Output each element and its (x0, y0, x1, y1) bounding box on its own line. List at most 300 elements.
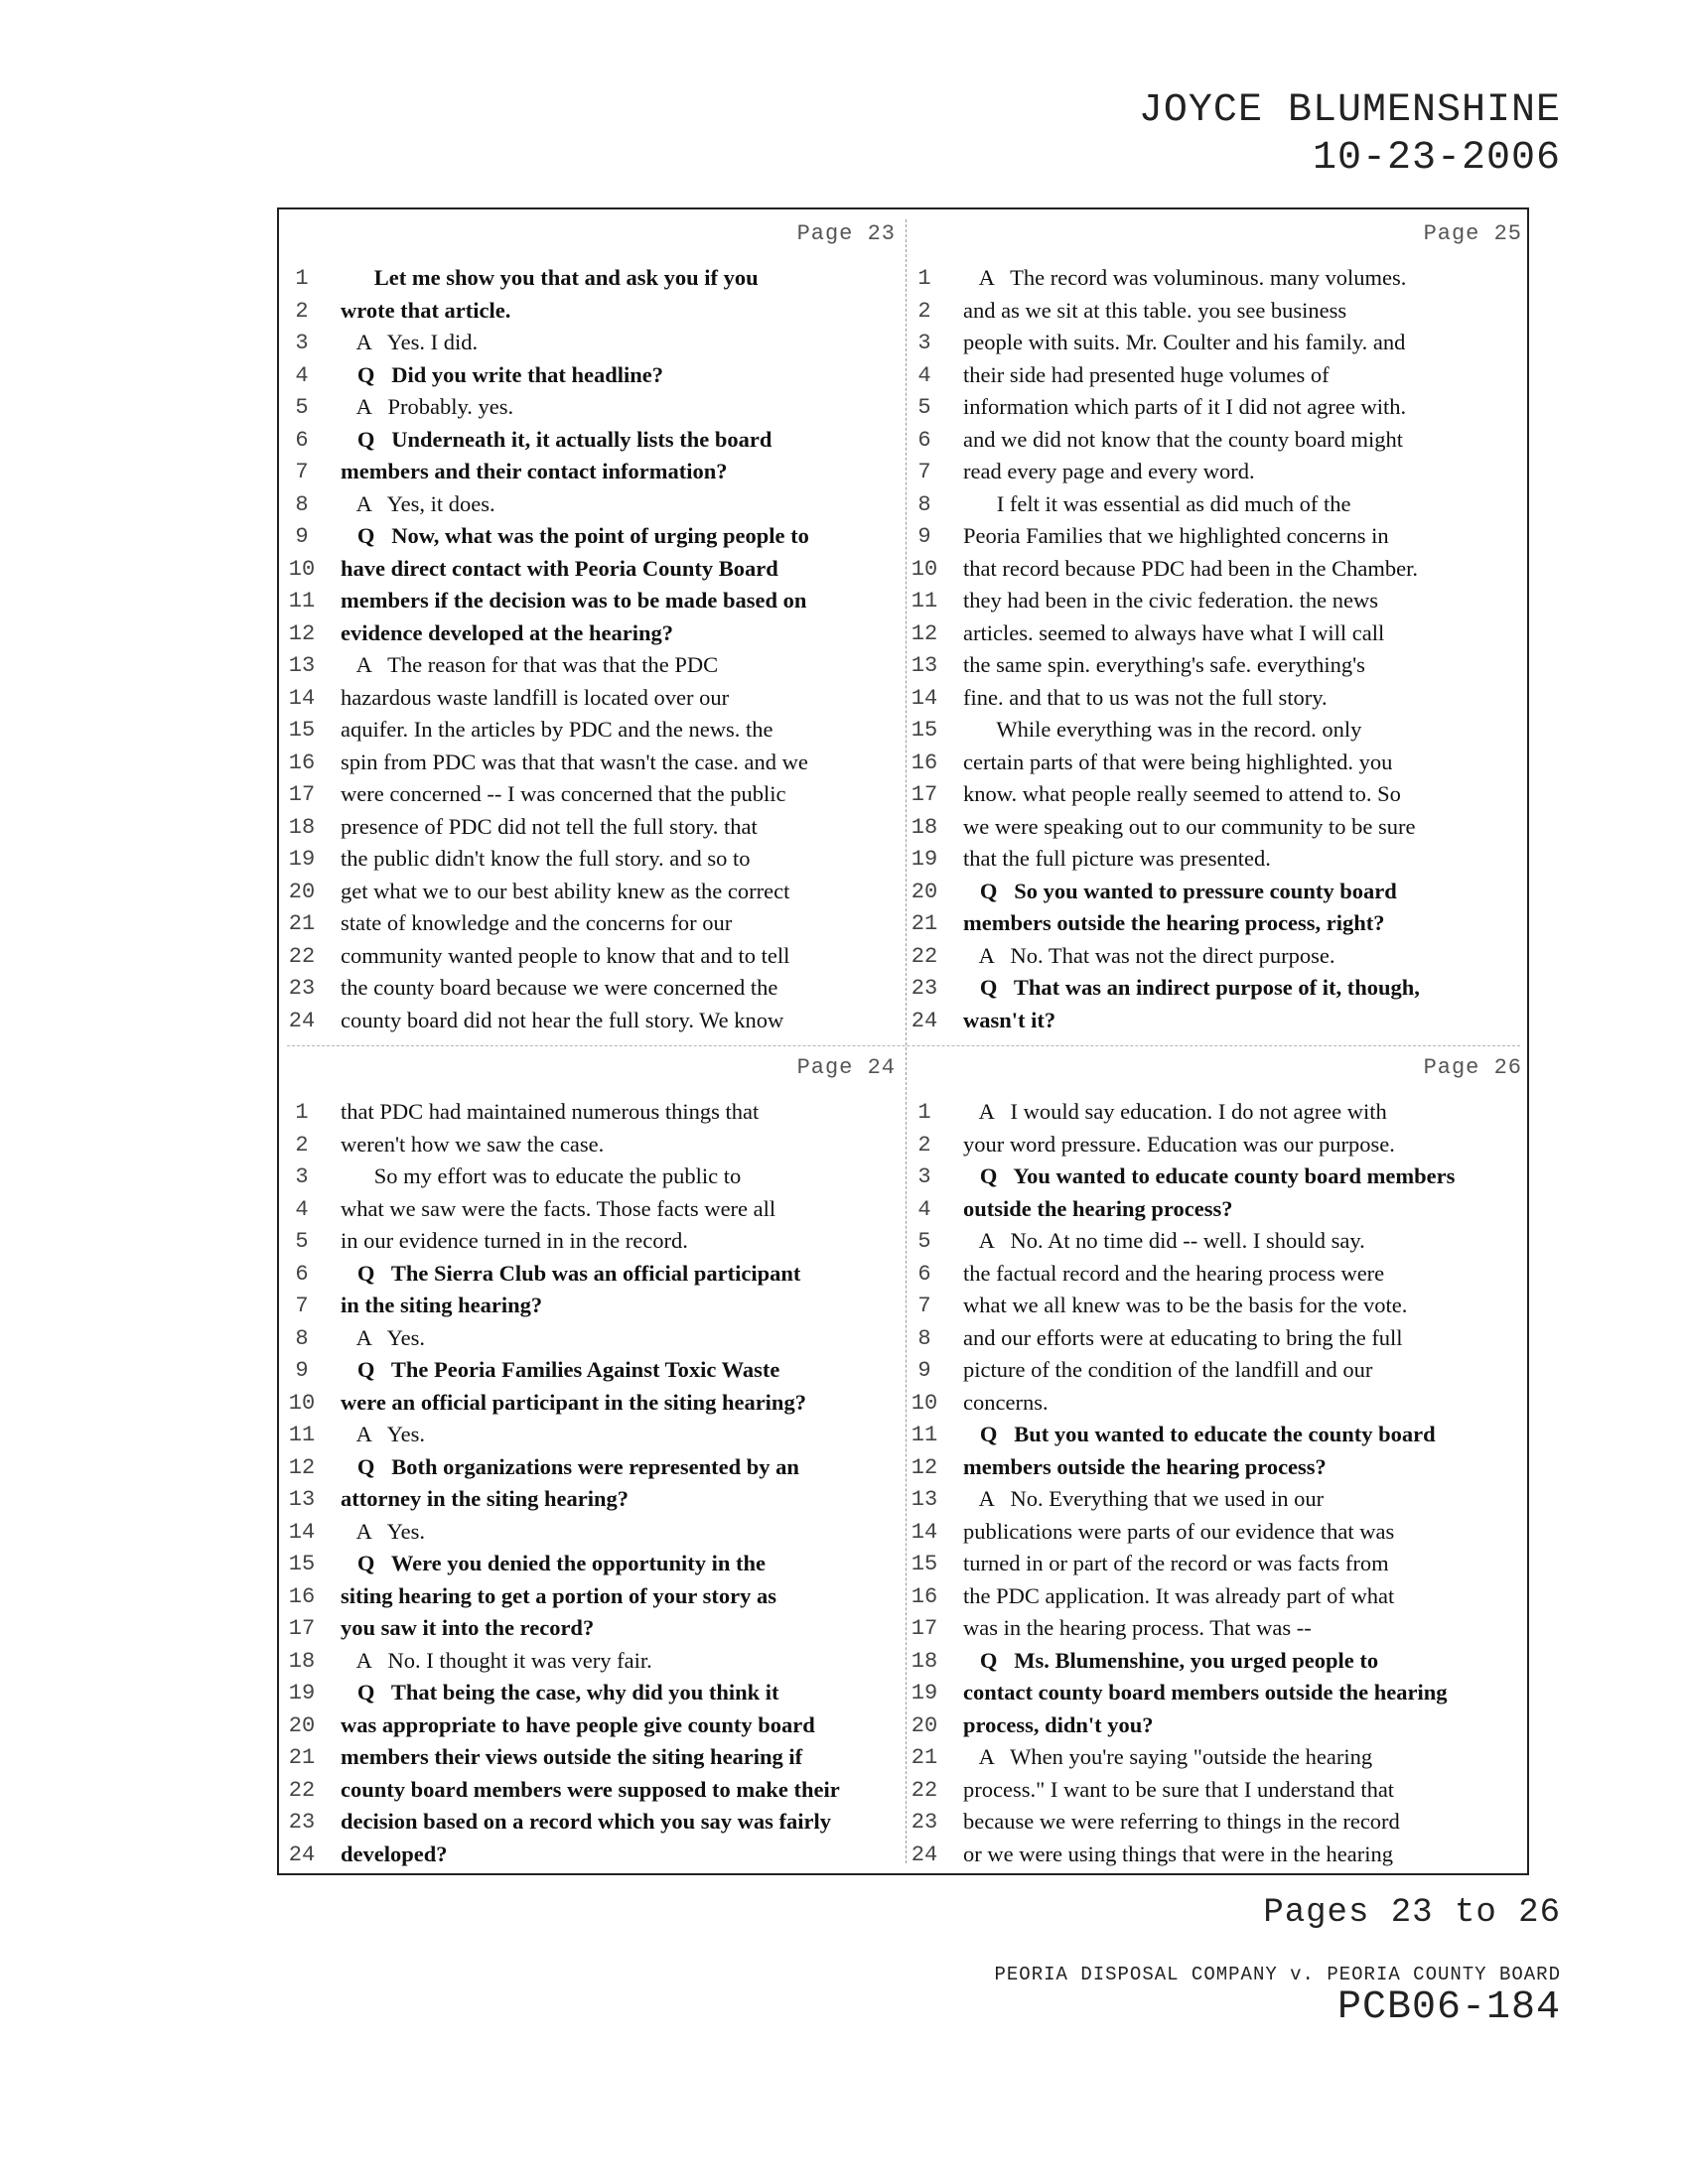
line-text: hazardous waste landfill is located over our (341, 684, 730, 710)
line-number: 4 (917, 1196, 931, 1222)
line-text: contact county board members outside the hearing (963, 1680, 1448, 1705)
line-text: process." I want to be sure that I understand that (963, 1776, 1395, 1802)
line-number: 20 (911, 879, 938, 904)
line-number: 12 (288, 620, 316, 646)
line-number: 23 (911, 1810, 938, 1835)
transcript-page-25 (906, 209, 1532, 1043)
transcript-line (279, 1646, 906, 1679)
line-text: because we were referring to things in the record (963, 1809, 1400, 1834)
case-number: PCB06-184 (1336, 1985, 1561, 2030)
line-text: Q Were you denied the opportunity in the (341, 1551, 766, 1575)
transcript-line (279, 683, 906, 716)
line-number: 19 (288, 847, 316, 872)
transcript-line (906, 1646, 1532, 1679)
transcript-line (906, 328, 1532, 360)
transcript-page-24 (279, 1043, 906, 1877)
transcript-line (906, 1226, 1532, 1259)
transcript-line (279, 1517, 906, 1550)
transcript-line (906, 1291, 1532, 1323)
line-number: 16 (911, 750, 938, 775)
line-number: 16 (288, 750, 316, 775)
line-text: A Yes. (341, 1324, 426, 1350)
line-text: evidence developed at the hearing? (341, 619, 673, 645)
deposition-date: 10-23-2006 (1312, 136, 1561, 181)
line-text: members and their contact information? (341, 459, 728, 483)
line-text: decision based on a record which you say was fairly (341, 1809, 831, 1834)
transcript-line (906, 1710, 1532, 1743)
line-text: in our evidence turned in in the record. (341, 1228, 688, 1253)
line-text: Q Both organizations were represented by an (341, 1453, 799, 1479)
line-text: their side had presented huge volumes of (963, 361, 1330, 387)
line-text: While everything was in the record. only (963, 717, 1362, 742)
page-label: Page 26 (1423, 1055, 1522, 1080)
transcript-line (279, 1710, 906, 1743)
line-text: Peoria Families that we highlighted concerns in (963, 523, 1389, 548)
line-text: certain parts of that were being highlighted. you (963, 749, 1393, 774)
line-text: I felt it was essential as did much of the (963, 490, 1351, 516)
transcript-line (906, 683, 1532, 716)
transcript-line (279, 748, 906, 780)
line-text: A No. I thought it was very fair. (341, 1647, 652, 1673)
line-number: 5 (917, 1229, 931, 1254)
line-number: 13 (288, 1487, 316, 1512)
transcript-line (279, 1006, 906, 1038)
line-number: 5 (295, 395, 309, 420)
line-number: 9 (295, 1358, 309, 1383)
line-number: 4 (917, 362, 931, 388)
line-number: 16 (911, 1583, 938, 1609)
witness-header (866, 87, 1561, 183)
line-text: community wanted people to know that and to tell (341, 942, 790, 968)
line-number: 18 (288, 1648, 316, 1674)
transcript-lines (906, 263, 1532, 1037)
line-number: 12 (288, 1454, 316, 1480)
transcript-line (279, 1613, 906, 1646)
line-number: 15 (288, 718, 316, 743)
transcript-line (279, 328, 906, 360)
transcript-line (279, 941, 906, 974)
transcript-page-23 (279, 209, 906, 1043)
line-number: 13 (911, 1487, 938, 1512)
transcript-line (279, 489, 906, 522)
line-number: 24 (911, 1008, 938, 1033)
line-number: 8 (917, 1325, 931, 1351)
line-number: 8 (295, 1325, 309, 1351)
line-text: spin from PDC was that that wasn't the case. and we (341, 749, 808, 774)
line-text: have direct contact with Peoria County Board (341, 555, 778, 581)
transcript-line (906, 1840, 1532, 1872)
line-number: 7 (295, 1294, 309, 1318)
line-number: 7 (295, 460, 309, 484)
line-text: A Probably. yes. (341, 394, 514, 419)
transcript-line (279, 1291, 906, 1323)
line-number: 8 (295, 491, 309, 517)
page-label: Page 25 (1423, 221, 1522, 246)
line-number: 6 (295, 1261, 309, 1287)
line-text: So my effort was to educate the public to (341, 1163, 742, 1188)
transcript-line (279, 521, 906, 554)
line-text: and we did not know that the county board might (963, 426, 1404, 452)
transcript-line (279, 715, 906, 748)
transcript-lines (279, 1097, 906, 1871)
line-number: 5 (917, 395, 931, 420)
line-text: Q Ms. Blumenshine, you urged people to (963, 1647, 1379, 1673)
transcript-line (906, 1006, 1532, 1038)
transcript-line (279, 457, 906, 489)
transcript-line (279, 392, 906, 425)
transcript-line (906, 1259, 1532, 1292)
line-text: fine. and that to us was not the full story. (963, 684, 1328, 710)
line-text: presence of PDC did not tell the full story. that (341, 813, 758, 839)
transcript-line (279, 812, 906, 845)
line-number: 7 (917, 1294, 931, 1318)
transcript-line (906, 1323, 1532, 1356)
line-number: 15 (911, 718, 938, 743)
line-number: 24 (288, 1008, 316, 1033)
transcript-line (906, 941, 1532, 974)
transcript-line (279, 1194, 906, 1227)
line-text: siting hearing to get a portion of your story as (341, 1582, 776, 1608)
line-text: A The reason for that was that the PDC (341, 652, 719, 677)
transcript-line (279, 1420, 906, 1452)
line-number: 8 (917, 491, 931, 517)
witness-name: JOYCE BLUMENSHINE (1138, 88, 1561, 133)
transcript-lines (279, 263, 906, 1037)
line-number: 24 (911, 1842, 938, 1867)
transcript-line (279, 908, 906, 941)
transcript-line (279, 1840, 906, 1872)
line-number: 9 (295, 524, 309, 549)
transcript-line (906, 263, 1532, 296)
line-number: 1 (917, 266, 931, 291)
line-number: 19 (911, 1681, 938, 1706)
page-label: Page 24 (796, 1055, 896, 1080)
transcript-line (279, 296, 906, 329)
line-text: that the full picture was presented. (963, 846, 1271, 871)
transcript-line (906, 1484, 1532, 1517)
transcript-line (906, 1678, 1532, 1710)
line-text: A The record was voluminous. many volumes. (963, 265, 1407, 290)
line-number: 9 (917, 1358, 931, 1383)
line-text: members outside the hearing process? (963, 1453, 1327, 1479)
line-number: 6 (917, 427, 931, 453)
transcript-line (279, 1259, 906, 1292)
transcript-line (906, 877, 1532, 909)
transcript-line (279, 973, 906, 1006)
transcript-line (279, 1549, 906, 1581)
line-text: were an official participant in the siting hearing? (341, 1389, 806, 1415)
line-number: 5 (295, 1229, 309, 1254)
transcript-line (906, 1807, 1532, 1840)
line-text: Q The Peoria Families Against Toxic Waste (341, 1357, 780, 1382)
line-number: 18 (911, 814, 938, 840)
line-number: 2 (917, 1132, 931, 1158)
transcript-line (279, 554, 906, 587)
line-text: Q Now, what was the point of urging people to (341, 523, 809, 548)
transcript-line (279, 1355, 906, 1388)
line-text: the same spin. everything's safe. everything's (963, 652, 1365, 677)
line-number: 22 (911, 943, 938, 969)
transcript-page-26 (906, 1043, 1532, 1877)
line-text: or we were using things that were in the hearing (963, 1841, 1393, 1866)
line-number: 18 (911, 1648, 938, 1674)
line-number: 2 (295, 1132, 309, 1158)
transcript-line (906, 489, 1532, 522)
line-text: publications were parts of our evidence that was (963, 1518, 1395, 1544)
transcript-line (906, 1355, 1532, 1388)
line-text: wrote that article. (341, 297, 511, 323)
line-text: Q You wanted to educate county board members (963, 1163, 1456, 1188)
line-text: outside the hearing process? (963, 1195, 1233, 1221)
transcript-line (279, 1807, 906, 1840)
line-text: county board did not hear the full story. We know (341, 1007, 784, 1032)
line-text: A When you're saying "outside the hearing (963, 1744, 1373, 1769)
transcript-line (906, 1452, 1532, 1485)
transcript-line (906, 779, 1532, 812)
line-number: 21 (288, 911, 316, 936)
line-number: 17 (288, 1616, 316, 1641)
line-number: 2 (295, 298, 309, 324)
line-text: that record because PDC had been in the Chamber. (963, 555, 1418, 581)
line-number: 10 (288, 556, 316, 582)
transcript-line (906, 1161, 1532, 1194)
line-number: 11 (911, 589, 938, 614)
line-number: 20 (288, 1712, 316, 1738)
transcript-line (279, 1130, 906, 1162)
transcript-line (279, 1161, 906, 1194)
line-text: articles. seemed to always have what I will call (963, 619, 1385, 645)
line-number: 1 (917, 1100, 931, 1125)
line-number: 3 (295, 1164, 309, 1189)
line-text: members if the decision was to be made based on (341, 588, 807, 613)
transcript-line (906, 748, 1532, 780)
transcript-line (279, 586, 906, 618)
line-text: Q Underneath it, it actually lists the board (341, 426, 772, 452)
line-text: the PDC application. It was already part of what (963, 1582, 1395, 1608)
line-text: that PDC had maintained numerous things that (341, 1099, 760, 1124)
line-number: 6 (295, 427, 309, 453)
line-text: A No. Everything that we used in our (963, 1486, 1325, 1511)
line-number: 15 (911, 1552, 938, 1576)
transcript-frame (277, 207, 1529, 1875)
transcript-line (906, 296, 1532, 329)
line-number: 23 (911, 976, 938, 1001)
line-text: wasn't it? (963, 1007, 1056, 1032)
transcript-line (906, 715, 1532, 748)
line-number: 10 (911, 556, 938, 582)
line-text: weren't how we saw the case. (341, 1131, 605, 1157)
line-text: aquifer. In the articles by PDC and the news. the (341, 717, 773, 742)
line-text: read every page and every word. (963, 459, 1255, 483)
transcript-line (279, 1323, 906, 1356)
line-text: state of knowledge and the concerns for our (341, 910, 733, 935)
transcript-line (906, 425, 1532, 458)
transcript-line (279, 618, 906, 651)
transcript-line (906, 1097, 1532, 1130)
transcript-line (906, 360, 1532, 393)
line-number: 3 (917, 331, 931, 355)
line-number: 3 (295, 331, 309, 355)
page-range: Pages 23 to 26 (1263, 1894, 1561, 1932)
line-number: 20 (288, 879, 316, 904)
line-number: 4 (295, 362, 309, 388)
transcript-line (906, 1775, 1532, 1808)
transcript-line (906, 554, 1532, 587)
transcript-line (906, 1388, 1532, 1421)
transcript-line (279, 1484, 906, 1517)
line-number: 3 (917, 1164, 931, 1189)
line-number: 14 (911, 1519, 938, 1545)
line-number: 23 (288, 1810, 316, 1835)
line-number: 17 (911, 782, 938, 807)
transcript-line (906, 1549, 1532, 1581)
transcript-line (279, 650, 906, 683)
line-number: 15 (288, 1552, 316, 1576)
line-text: get what we to our best ability knew as the correct (341, 878, 790, 903)
page-label: Page 23 (796, 221, 896, 246)
transcript-line (279, 877, 906, 909)
line-number: 6 (917, 1261, 931, 1287)
line-text: A Yes. (341, 1518, 426, 1544)
transcript-line (906, 1613, 1532, 1646)
line-text: attorney in the siting hearing? (341, 1486, 629, 1511)
transcript-line (279, 1452, 906, 1485)
line-text: A No. At no time did -- well. I should say. (963, 1228, 1365, 1253)
transcript-line (906, 457, 1532, 489)
line-number: 23 (288, 976, 316, 1001)
transcript-line (279, 1388, 906, 1421)
line-text: were concerned -- I was concerned that the public (341, 781, 786, 806)
transcript-line (279, 1581, 906, 1614)
transcript-line (906, 812, 1532, 845)
line-number: 13 (911, 653, 938, 678)
line-number: 22 (911, 1777, 938, 1803)
transcript-line (906, 618, 1532, 651)
transcript-line (906, 1194, 1532, 1227)
line-text: turned in or part of the record or was facts from (963, 1551, 1389, 1575)
line-text: A Yes. (341, 1422, 426, 1446)
line-text: A Yes. I did. (341, 330, 479, 354)
transcript-line (279, 1742, 906, 1775)
transcript-line (906, 650, 1532, 683)
transcript-line (906, 908, 1532, 941)
transcript-line (906, 973, 1532, 1006)
line-text: we were speaking out to our community to be sure (963, 813, 1416, 839)
line-number: 11 (288, 589, 316, 614)
line-text: what we saw were the facts. Those facts were all (341, 1195, 776, 1221)
transcript-line (279, 1226, 906, 1259)
line-text: developed? (341, 1841, 448, 1866)
case-name: PEORIA DISPOSAL COMPANY v. PEORIA COUNTY BOARD (994, 1964, 1561, 1985)
transcript-line (906, 1742, 1532, 1775)
line-number: 1 (295, 1100, 309, 1125)
transcript-line (906, 521, 1532, 554)
line-number: 10 (288, 1390, 316, 1416)
line-text: in the siting hearing? (341, 1293, 543, 1317)
line-number: 22 (288, 1777, 316, 1803)
line-text: and our efforts were at educating to bring the full (963, 1324, 1403, 1350)
transcript-line (279, 425, 906, 458)
line-number: 1 (295, 266, 309, 291)
transcript-lines (906, 1097, 1532, 1871)
transcript-line (279, 844, 906, 877)
transcript-line (279, 779, 906, 812)
line-number: 9 (917, 524, 931, 549)
line-text: was in the hearing process. That was -- (963, 1615, 1312, 1640)
transcript-line (906, 1420, 1532, 1452)
line-number: 21 (288, 1745, 316, 1770)
line-text: A No. That was not the direct purpose. (963, 942, 1335, 968)
line-text: Q The Sierra Club was an official participant (341, 1260, 801, 1286)
line-text: your word pressure. Education was our purpose. (963, 1131, 1395, 1157)
line-text: Q That being the case, why did you think it (341, 1680, 779, 1705)
line-text: concerns. (963, 1389, 1049, 1415)
line-number: 21 (911, 1745, 938, 1770)
line-text: members their views outside the siting hearing if (341, 1744, 803, 1769)
line-text: process, didn't you? (963, 1711, 1154, 1737)
line-text: county board members were supposed to make their (341, 1776, 840, 1802)
line-text: information which parts of it I did not agree with. (963, 394, 1407, 419)
line-text: A Yes, it does. (341, 490, 495, 516)
line-text: picture of the condition of the landfill and our (963, 1357, 1373, 1382)
line-text: the factual record and the hearing process were (963, 1260, 1385, 1286)
line-text: Q But you wanted to educate the county board (963, 1422, 1436, 1446)
transcript-line (279, 360, 906, 393)
line-text: they had been in the civic federation. the news (963, 588, 1378, 613)
line-text: was appropriate to have people give county board (341, 1711, 815, 1737)
line-number: 17 (911, 1616, 938, 1641)
line-number: 10 (911, 1390, 938, 1416)
line-text: Q That was an indirect purpose of it, though, (963, 975, 1420, 1000)
line-text: Q Did you write that headline? (341, 361, 664, 387)
line-number: 11 (911, 1423, 938, 1447)
line-text: the county board because we were concerned the (341, 975, 778, 1000)
transcript-line (906, 844, 1532, 877)
transcript-line (906, 1517, 1532, 1550)
line-text: you saw it into the record? (341, 1615, 595, 1640)
line-text: members outside the hearing process, right? (963, 910, 1385, 935)
line-text: Q So you wanted to pressure county board (963, 878, 1397, 903)
line-number: 11 (288, 1423, 316, 1447)
transcript-line (906, 586, 1532, 618)
transcript-line (906, 1130, 1532, 1162)
transcript-line (906, 392, 1532, 425)
line-number: 13 (288, 653, 316, 678)
transcript-line (279, 263, 906, 296)
line-number: 7 (917, 460, 931, 484)
line-number: 19 (288, 1681, 316, 1706)
line-number: 24 (288, 1842, 316, 1867)
line-text: know. what people really seemed to attend to. So (963, 781, 1401, 806)
line-text: Let me show you that and ask you if you (341, 265, 759, 290)
transcript-line (279, 1775, 906, 1808)
line-text: the public didn't know the full story. and so to (341, 846, 751, 871)
line-number: 18 (288, 814, 316, 840)
line-number: 12 (911, 620, 938, 646)
line-number: 4 (295, 1196, 309, 1222)
line-number: 14 (288, 685, 316, 711)
line-number: 22 (288, 943, 316, 969)
line-number: 14 (288, 1519, 316, 1545)
line-text: A I would say education. I do not agree with (963, 1099, 1387, 1124)
line-number: 19 (911, 847, 938, 872)
transcript-line (906, 1581, 1532, 1614)
line-number: 17 (288, 782, 316, 807)
line-text: people with suits. Mr. Coulter and his family. and (963, 330, 1406, 354)
line-number: 14 (911, 685, 938, 711)
line-number: 12 (911, 1454, 938, 1480)
line-text: what we all knew was to be the basis for the vote. (963, 1293, 1408, 1317)
